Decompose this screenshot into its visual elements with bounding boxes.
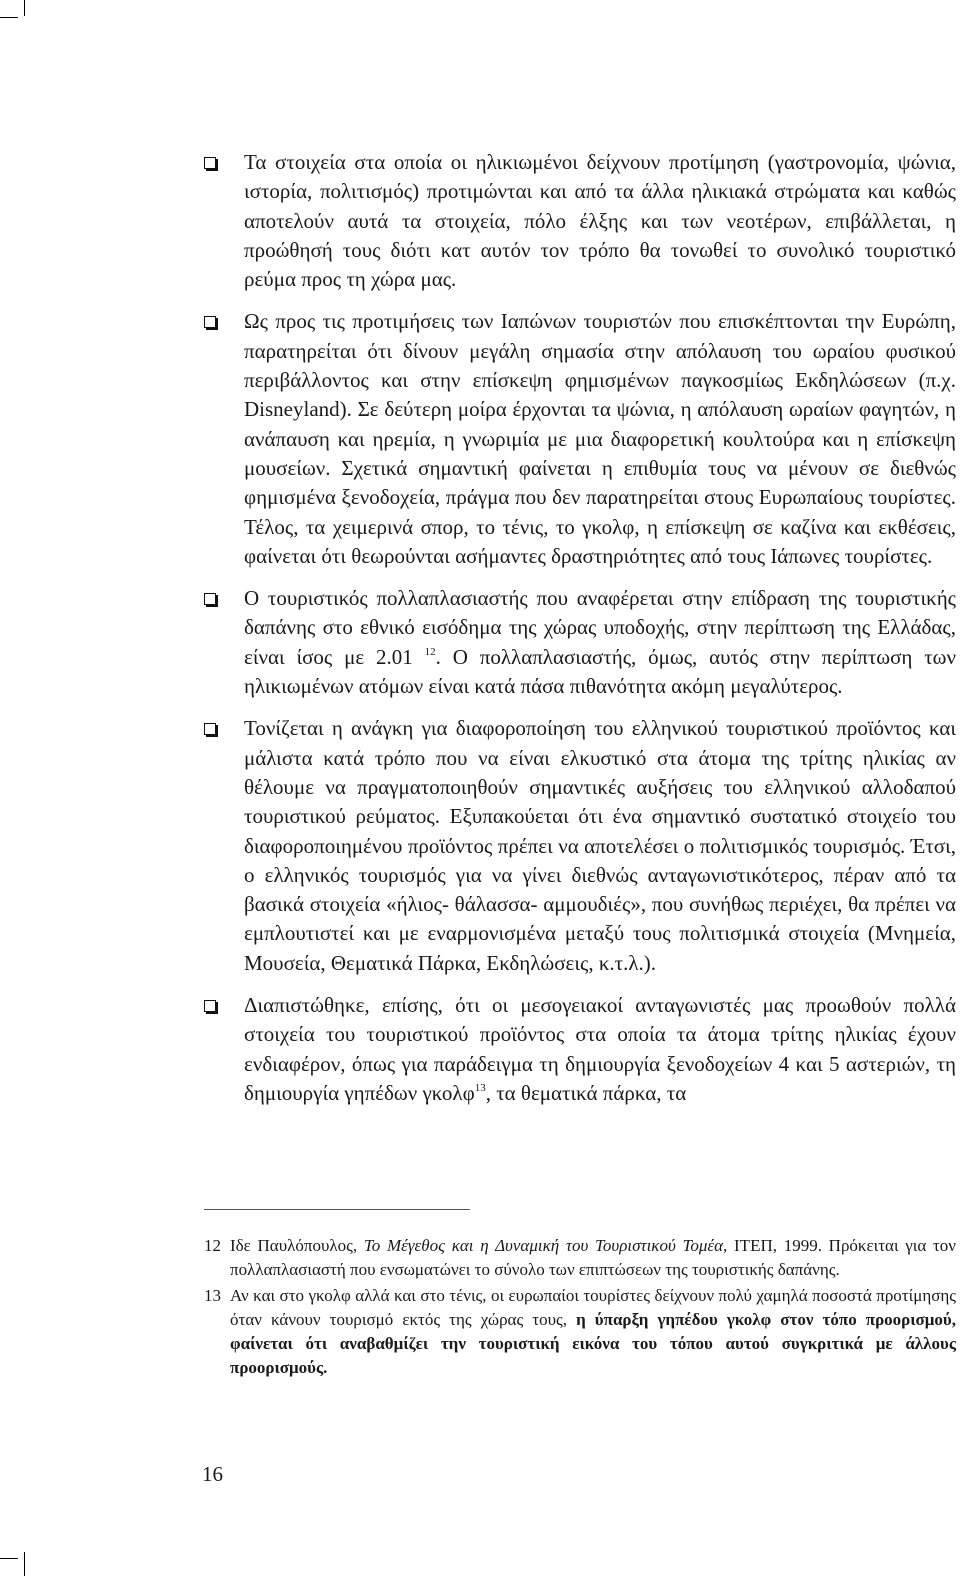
bullet-item	[204, 307, 956, 571]
bullet-item	[204, 991, 956, 1108]
crop-mark-bottom-vertical	[24, 1552, 25, 1576]
body-text	[204, 148, 956, 1121]
footnote-text: Αν και στο γκολφ αλλά και στο τένις, οι ευρωπαίοι τουρίστες δείχνουν πολύ χαμηλά ποσοστά προτίμησης όταν κάνουν τουρισμό εκτός της χώρας τους, η ύπαρξη γηπέδου γκολφ στον τόπο προορισμού, φαίνεται ότι αναβαθμίζει την τουριστική εικόνα του τόπου αυτού συγκριτικά με άλλους προορισμούς.	[230, 1286, 957, 1377]
checkbox-bullet-icon	[204, 593, 216, 605]
bullet-item	[204, 714, 956, 978]
crop-mark-top-vertical	[24, 0, 25, 16]
bullet-item	[204, 584, 956, 701]
bullet-text: Ο τουριστικός πολλαπλασιαστής που αναφέρεται στην επίδραση της τουριστικής δαπάνης στο εθνικό εισόδημα της χώρας υποδοχής, στην περίπτωση της Ελλάδας, είναι ίσος με 2.01	[244, 586, 956, 669]
page-number: 16	[202, 1462, 223, 1486]
emphasized-text: η ύπαρξη γηπέδου γκολφ στον τόπο προορισμού, φαίνεται ότι αναβαθμίζει την τουριστική εικόνα του τόπου αυτού συγκριτικά με άλλους προορισμούς.	[230, 1310, 957, 1377]
footnote-text: Ιδε Παυλόπουλος, Το Μέγεθος και η Δυναμική του Τουριστικού Τομέα, ΙΤΕΠ, 1999. Πρόκειται για τον πολλαπλασιαστή που ενσωματώνει το σύνολο των επιπτώσεων της τουριστικής δαπάνης.	[230, 1236, 956, 1279]
footnote-reference[interactable]: 12	[424, 645, 436, 658]
bullet-text: . Ο πολλαπλασιαστής, όμως, αυτός στην περίπτωση των ηλικιωμένων ατόμων είναι κατά πάσα πιθανότητα ακόμη μεγαλύτερος.	[244, 644, 957, 699]
bullet-text: Τα στοιχεία στα οποία οι ηλικιωμένοι δείχνουν προτίμηση (γαστρονομία, ψώνια, ιστορία, πολιτισμός) προτιμώνται και από τα άλλα ηλικιακά στρώματα και καθώς αποτελούν αυτά τα στοιχεία, πόλο έλξης και των νεοτέρων, επιβάλλεται, η προώθησή τους διότι κατ αυτόν τον τρόπο θα τονωθεί το συνολικό τουριστικό ρεύμα προς τη χώρα μας.	[244, 150, 956, 292]
footnote-separator	[204, 1209, 470, 1210]
footnote	[204, 1284, 956, 1380]
footnote-number: 13	[204, 1286, 221, 1305]
checkbox-bullet-icon	[204, 316, 216, 328]
footnotes	[204, 1234, 956, 1382]
checkbox-bullet-icon	[204, 1000, 216, 1012]
checkbox-bullet-icon	[204, 723, 216, 735]
checkbox-bullet-icon	[204, 157, 216, 169]
cited-title: Το Μέγεθος και η Δυναμική του Τουριστικού Τομέα	[363, 1236, 724, 1255]
crop-mark-top-horizontal	[0, 17, 18, 18]
bullet-text: Τονίζεται η ανάγκη για διαφοροποίηση του ελληνικού τουριστικού προϊόντος και μάλιστα κατά τρόπο που να είναι ελκυστικό στα άτομα της τρίτης ηλικίας αν θέλουμε να πραγματοποιηθούν σημαντικές αυξήσεις του ελληνικού αλλοδαπού τουριστικού ρεύματος. Εξυπακούεται ότι ένα σημαντικό συστατικό στοιχείο του διαφοροποιημένου προϊόντος πρέπει να αποτελέσει ο πολιτισμικός τουρισμός. Έτσι, ο ελληνικός τουρισμός για να γίνει διεθνώς ανταγωνιστικότερος, πέραν από τα βασικά στοιχεία «ήλιος- θάλασσα- αμμουδιές», που συνήθως περιέχει, θα πρέπει να εμπλουτιστεί και με εναρμονισμένα μεταξύ τους πολιτισμικά στοιχεία (Μνημεία, Μουσεία, Θεματικά Πάρκα, Εκδηλώσεις, κ.τ.λ.).	[244, 716, 956, 975]
bullet-text: , τα θεματικά πάρκα, τα	[485, 1080, 687, 1105]
footnote-number: 12	[204, 1236, 221, 1255]
bullet-text: Ως προς τις προτιμήσεις των Ιαπώνων τουριστών που επισκέπτονται την Ευρώπη, παρατηρείται ότι δίνουν μεγάλη σημασία στην απόλαυση του ωραίου φυσικού περιβάλλοντος και στην επίσκεψη φημισμένων παγκοσμίως Εκδηλώσεων (π.χ. Disneyland). Σε δεύτερη μοίρα έρχονται τα ψώνια, η απόλαυση ωραίων φαγητών, η ανάπαυση και ηρεμία, η γνωριμία με μια διαφορετική κουλτούρα και η επίσκεψη μουσείων. Σχετικά σημαντική φαίνεται η επιθυμία τους να μένουν σε διεθνώς φημισμένα ξενοδοχεία, πράγμα που δεν παρατηρείται στους Ευρωπαίους τουρίστες. Τέλος, τα χειμερινά σπορ, το τένις, το γκολφ, η επίσκεψη σε καζίνα και εκθέσεις, φαίνεται ότι θεωρούνται ασήμαντες δραστηριότητες από τους Ιάπωνες τουρίστες.	[244, 309, 956, 568]
crop-mark-bottom-horizontal	[0, 1558, 18, 1559]
bullet-text: Διαπιστώθηκε, επίσης, ότι οι μεσογειακοί ανταγωνιστές μας προωθούν πολλά στοιχεία του τουριστικού προϊόντος στα οποία τα άτομα τρίτης ηλικίας έχουν ενδιαφέρον, όπως για παράδειγμα τη δημιουργία ξενοδοχείων 4 και 5 αστεριών, τη δημιουργία γηπέδων γκολφ	[244, 993, 956, 1105]
footnote-reference[interactable]: 13	[474, 1081, 486, 1094]
bullet-item	[204, 148, 956, 294]
footnote	[204, 1234, 956, 1282]
